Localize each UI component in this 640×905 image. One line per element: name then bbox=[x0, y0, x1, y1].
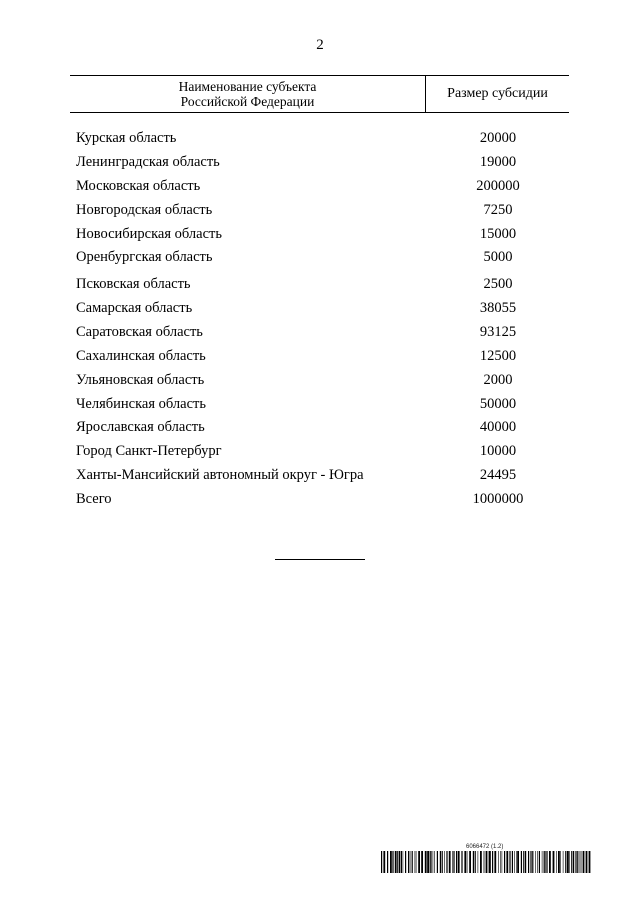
row-subject-name: Ульяновская область bbox=[76, 372, 205, 388]
row-subsidy-value: 24495 bbox=[479, 467, 517, 483]
barcode-bar bbox=[523, 851, 524, 873]
barcode-bar bbox=[509, 851, 510, 873]
barcode-bar bbox=[431, 851, 432, 873]
barcode-bar bbox=[480, 851, 482, 873]
barcode-bar bbox=[408, 851, 409, 873]
barcode-bar bbox=[530, 851, 531, 873]
row-subsidy-value: 40000 bbox=[479, 419, 517, 435]
table-row bbox=[0, 346, 640, 366]
barcode-bar bbox=[547, 851, 548, 873]
barcode-bar bbox=[542, 851, 543, 873]
barcode-bar bbox=[446, 851, 447, 873]
barcode-bar bbox=[433, 851, 434, 873]
barcode-bar bbox=[390, 851, 392, 873]
row-total-value: 1000000 bbox=[472, 491, 524, 507]
column-header-subsidy: Размер субсидии bbox=[447, 86, 548, 101]
barcode-bar bbox=[565, 851, 566, 873]
barcode-bar bbox=[504, 851, 505, 873]
row-subject-name: Новосибирская область bbox=[76, 226, 222, 242]
barcode-bar bbox=[560, 851, 561, 873]
barcode-bar bbox=[484, 851, 485, 873]
barcode-bar bbox=[553, 851, 555, 873]
barcode-bar bbox=[401, 851, 402, 873]
barcode-bar bbox=[539, 851, 540, 873]
barcode-bar bbox=[537, 851, 538, 873]
row-subsidy-value: 93125 bbox=[479, 324, 517, 340]
barcode-bar bbox=[567, 851, 569, 873]
barcode-bar bbox=[452, 851, 453, 873]
barcode-bar bbox=[489, 851, 491, 873]
row-subsidy-value: 19000 bbox=[479, 154, 517, 170]
page-number: 2 bbox=[316, 37, 324, 53]
row-subsidy-value: 20000 bbox=[479, 130, 517, 146]
barcode-bar bbox=[549, 851, 551, 873]
barcode-bar bbox=[485, 851, 486, 873]
barcode-bar bbox=[498, 851, 499, 873]
table-row bbox=[0, 224, 640, 244]
barcode-bar bbox=[412, 851, 413, 873]
barcode-bar bbox=[403, 851, 404, 873]
barcode-bar bbox=[586, 851, 588, 873]
barcode-bar bbox=[458, 851, 460, 873]
table-row bbox=[0, 176, 640, 196]
row-subject-name: Ленинградская область bbox=[76, 154, 220, 170]
table-row bbox=[0, 247, 640, 267]
barcode-image bbox=[381, 851, 591, 873]
barcode-bar bbox=[395, 851, 397, 873]
barcode-bar bbox=[421, 851, 423, 873]
row-subject-name: Курская область bbox=[76, 130, 177, 146]
barcode-bar bbox=[580, 851, 581, 873]
row-subject-name: Город Санкт-Петербург bbox=[76, 443, 222, 459]
table-row bbox=[0, 441, 640, 461]
barcode-bar bbox=[469, 851, 471, 873]
barcode-bar bbox=[427, 851, 429, 873]
barcode-bar bbox=[556, 851, 557, 873]
barcode-bar bbox=[506, 851, 508, 873]
table-row bbox=[0, 394, 640, 414]
end-of-table-line bbox=[275, 559, 365, 560]
barcode-bar bbox=[535, 851, 536, 873]
barcode-bar bbox=[418, 851, 420, 873]
barcode-bar bbox=[405, 851, 406, 873]
barcode-bar bbox=[573, 851, 574, 873]
barcode-bar bbox=[528, 851, 529, 873]
barcode-bar bbox=[440, 851, 441, 873]
barcode-bar bbox=[387, 851, 388, 873]
barcode-bar bbox=[544, 851, 545, 873]
table-row bbox=[0, 152, 640, 172]
barcode-bar bbox=[415, 851, 416, 873]
barcode-bar bbox=[488, 851, 489, 873]
row-subsidy-value: 2500 bbox=[483, 276, 513, 292]
row-subsidy-value: 5000 bbox=[483, 249, 513, 265]
barcode-bar bbox=[416, 851, 417, 873]
row-subsidy-value: 10000 bbox=[479, 443, 517, 459]
barcode-bar bbox=[399, 851, 400, 873]
barcode-bar bbox=[410, 851, 411, 873]
barcode-bar bbox=[583, 851, 585, 873]
barcode-bar bbox=[558, 851, 560, 873]
barcode-bar bbox=[563, 851, 564, 873]
barcode-bar bbox=[456, 851, 457, 873]
barcode-bar bbox=[492, 851, 493, 873]
table-row bbox=[0, 465, 640, 485]
table-row bbox=[0, 274, 640, 294]
barcode-bar bbox=[581, 851, 582, 873]
row-subject-name: Саратовская область bbox=[76, 324, 203, 340]
column-header-subject-line2: Российской Федерации bbox=[180, 94, 315, 109]
barcode-bar bbox=[464, 851, 466, 873]
table-row bbox=[0, 370, 640, 390]
barcode-bar bbox=[449, 851, 451, 873]
table-row bbox=[0, 200, 640, 220]
barcode-bar bbox=[444, 851, 445, 873]
table-row bbox=[0, 322, 640, 342]
barcode-bar bbox=[397, 851, 398, 873]
barcode-bar bbox=[512, 851, 513, 873]
barcode-bar bbox=[486, 851, 487, 873]
table-header bbox=[70, 75, 569, 113]
barcode-bar bbox=[575, 851, 576, 873]
barcode-bar bbox=[383, 851, 385, 873]
barcode-bar bbox=[381, 851, 382, 873]
row-subsidy-value: 200000 bbox=[476, 178, 520, 194]
barcode-bar bbox=[434, 851, 435, 873]
table-row bbox=[0, 128, 640, 148]
row-subject-name: Челябинская область bbox=[76, 396, 206, 412]
row-subsidy-value: 38055 bbox=[479, 300, 517, 316]
row-subject-name: Оренбургская область bbox=[76, 249, 213, 265]
barcode-bar bbox=[532, 851, 533, 873]
barcode-bar bbox=[430, 851, 431, 873]
row-total-label: Всего bbox=[76, 491, 112, 507]
barcode-bar bbox=[525, 851, 526, 873]
barcode-bar bbox=[571, 851, 572, 873]
row-subject-name: Псковская область bbox=[76, 276, 191, 292]
barcode-bar bbox=[545, 851, 546, 873]
row-subject-name: Новгородская область bbox=[76, 202, 213, 218]
barcode-bar bbox=[514, 851, 515, 873]
barcode-bar bbox=[425, 851, 427, 873]
barcode-bar bbox=[521, 851, 522, 873]
barcode-bar bbox=[569, 851, 570, 873]
row-subsidy-value: 7250 bbox=[483, 202, 513, 218]
table-row-total bbox=[0, 489, 640, 509]
column-header-subject bbox=[70, 76, 425, 112]
row-subject-name: Ярославская область bbox=[76, 419, 205, 435]
row-subject-name: Самарская область bbox=[76, 300, 193, 316]
barcode-caption: 6066472 (1.2) bbox=[466, 844, 504, 850]
barcode-bar bbox=[392, 851, 393, 873]
row-subject-name: Сахалинская область bbox=[76, 348, 206, 364]
barcode-bar bbox=[437, 851, 438, 873]
column-header-subject-line1: Наименование субъекта bbox=[178, 79, 317, 94]
row-subsidy-value: 15000 bbox=[479, 226, 517, 242]
table-row bbox=[0, 298, 640, 318]
table-row bbox=[0, 417, 640, 437]
row-subsidy-value: 12500 bbox=[479, 348, 517, 364]
row-subject-name: Московская область bbox=[76, 178, 201, 194]
barcode-bar bbox=[461, 851, 462, 873]
barcode-bar bbox=[475, 851, 476, 873]
row-subsidy-value: 2000 bbox=[483, 372, 513, 388]
barcode-bar bbox=[478, 851, 479, 873]
barcode-bar bbox=[494, 851, 496, 873]
barcode-bar bbox=[442, 851, 443, 873]
barcode-bar bbox=[589, 851, 591, 873]
barcode-bar bbox=[577, 851, 578, 873]
barcode-bar bbox=[502, 851, 503, 873]
row-subject-name: Ханты-Мансийский автономный округ - Югра bbox=[76, 467, 364, 483]
barcode-bar bbox=[516, 851, 517, 873]
barcode-bar bbox=[517, 851, 519, 873]
barcode-bar bbox=[467, 851, 468, 873]
barcode-bar bbox=[454, 851, 455, 873]
barcode-bar bbox=[473, 851, 474, 873]
barcode-bar bbox=[500, 851, 501, 873]
row-subsidy-value: 50000 bbox=[479, 396, 517, 412]
